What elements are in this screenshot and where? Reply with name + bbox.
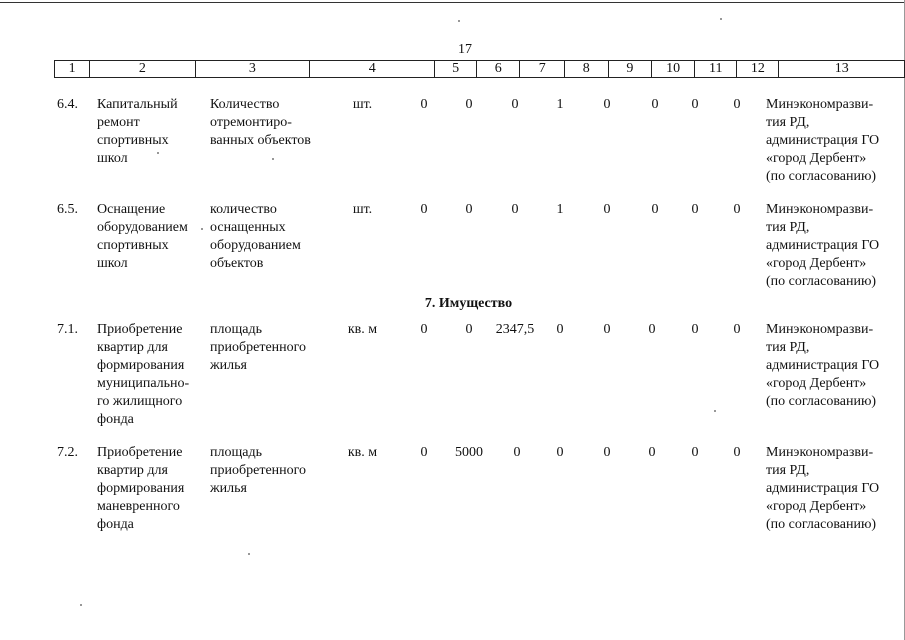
value-col-6: 0 [465, 97, 473, 112]
responsible-party: Минэкономразви- тия РД, администрация ГО «город Дербент» (по согласованию) [766, 445, 880, 532]
column-header: 6 [476, 61, 520, 78]
value-col-5: 0 [420, 322, 428, 337]
scan-top-border [0, 2, 905, 3]
unit: шт. [352, 202, 373, 217]
activity-name: Оснащение оборудованием спортивных школ [97, 202, 188, 271]
value-col-10: 0 [648, 322, 656, 337]
scan-speck [272, 158, 274, 160]
row-number: 6.5. [57, 202, 78, 217]
scan-speck [157, 152, 159, 154]
activity-name: Приобретение квартир для формирования муниципально- го жилищного фонда [97, 322, 190, 427]
responsible-party: Минэкономразви- тия РД, администрация ГО «город Дербент» (по согласованию) [766, 202, 880, 289]
value-col-6: 0 [465, 202, 473, 217]
activity-name: Капитальный ремонт спортивных школ [97, 97, 178, 166]
unit: шт. [352, 97, 373, 112]
value-col-12: 0 [733, 445, 741, 460]
value-col-9: 0 [603, 202, 611, 217]
value-col-11: 0 [691, 202, 699, 217]
value-col-11: 0 [691, 322, 699, 337]
scan-speck [80, 604, 82, 606]
value-col-10: 0 [648, 445, 656, 460]
value-col-8: 0 [556, 322, 564, 337]
column-header: 11 [695, 61, 737, 78]
indicator: количество оснащенных оборудованием объектов [210, 202, 301, 271]
column-header: 8 [564, 61, 608, 78]
value-col-12: 0 [733, 97, 741, 112]
value-col-10: 0 [651, 202, 659, 217]
indicator: площадь приобретенного жилья [210, 445, 307, 496]
value-col-9: 0 [603, 322, 611, 337]
value-col-6: 0 [465, 322, 473, 337]
value-col-11: 0 [691, 97, 699, 112]
value-col-8: 1 [556, 202, 564, 217]
indicator: площадь приобретенного жилья [210, 322, 307, 373]
value-col-7: 0 [513, 445, 521, 460]
value-col-7: 0 [511, 202, 519, 217]
unit: кв. м [347, 322, 378, 337]
activity-name: Приобретение квартир для формирования маневренного фонда [97, 445, 185, 532]
column-header: 5 [435, 61, 477, 78]
scan-speck [201, 228, 203, 230]
scan-speck [248, 553, 250, 555]
value-col-12: 0 [733, 202, 741, 217]
value-col-7: 0 [511, 97, 519, 112]
column-header: 1 [55, 61, 90, 78]
scan-speck [720, 18, 722, 20]
scan-speck [714, 410, 716, 412]
column-header: 10 [652, 61, 695, 78]
column-header: 7 [520, 61, 565, 78]
value-col-10: 0 [651, 97, 659, 112]
responsible-party: Минэкономразви- тия РД, администрация ГО «город Дербент» (по согласованию) [766, 322, 880, 409]
section-title: 7. Имущество [424, 296, 513, 311]
value-col-8: 1 [556, 97, 564, 112]
value-col-5: 0 [420, 97, 428, 112]
page-number: 17 [458, 42, 472, 57]
row-number: 6.4. [57, 97, 78, 112]
value-col-6: 5000 [455, 445, 483, 460]
row-number: 7.2. [57, 445, 78, 460]
responsible-party: Минэкономразви- тия РД, администрация ГО «город Дербент» (по согласованию) [766, 97, 880, 184]
indicator: Количество отремонтиро- ванных объектов [210, 97, 311, 148]
column-header: 12 [737, 61, 779, 78]
column-header: 13 [779, 61, 905, 78]
unit: кв. м [347, 445, 378, 460]
column-header: 4 [310, 61, 435, 78]
column-header: 3 [195, 61, 310, 78]
value-col-8: 0 [556, 445, 564, 460]
value-col-9: 0 [603, 445, 611, 460]
value-col-9: 0 [603, 97, 611, 112]
column-header: 9 [608, 61, 652, 78]
column-header: 2 [90, 61, 195, 78]
row-number: 7.1. [57, 322, 78, 337]
column-header-table [54, 60, 905, 78]
scan-speck [458, 20, 460, 22]
value-col-7: 2347,5 [495, 322, 535, 337]
value-col-5: 0 [420, 202, 428, 217]
value-col-12: 0 [733, 322, 741, 337]
value-col-5: 0 [420, 445, 428, 460]
value-col-11: 0 [691, 445, 699, 460]
